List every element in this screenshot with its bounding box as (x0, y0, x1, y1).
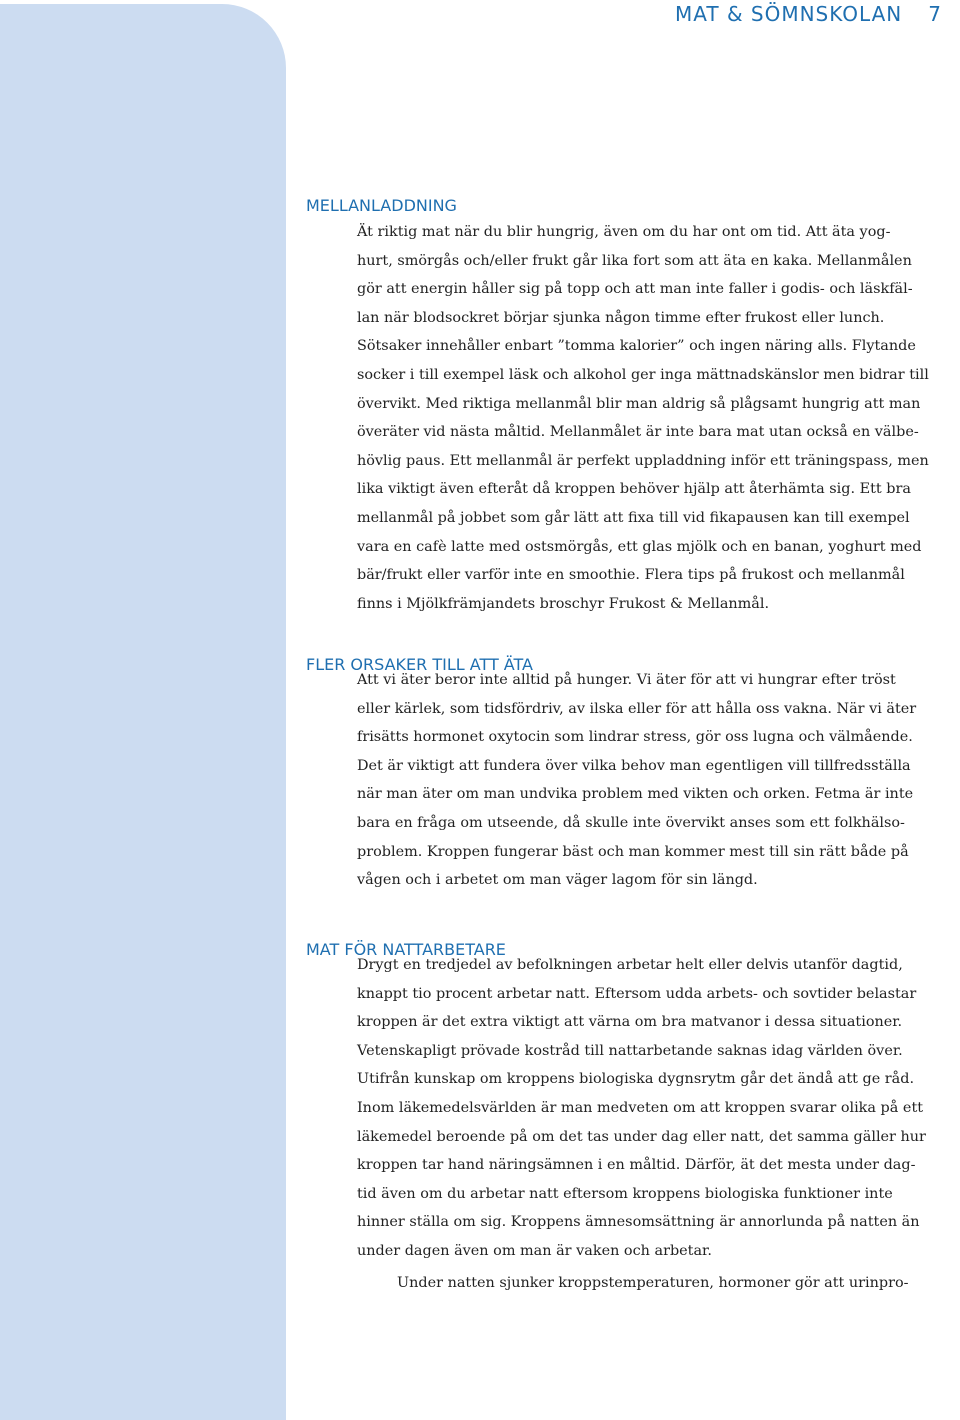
text-line: gör att energin håller sig på topp och att man inte faller i godis- och läskfäl- (357, 281, 913, 298)
text-line: frisätts hormonet oxytocin som lindrar stress, gör oss lugna och välmående. (357, 729, 913, 746)
section-heading: FLER ORSAKER TILL ATT ÄTA (306, 655, 533, 674)
text-line: vågen och i arbetet om man väger lagom för sin längd. (357, 872, 758, 889)
text-line: problem. Kroppen fungerar bäst och man kommer mest till sin rätt både på (357, 843, 909, 860)
page-number: 7 (928, 2, 942, 26)
text-line: Att vi äter beror inte alltid på hunger. Vi äter för att vi hungrar efter tröst (357, 672, 896, 688)
text-line: mellanmål på jobbet som går lätt att fixa till vid fikapausen kan till exempel (357, 510, 910, 526)
text-line: finns i Mjölkfrämjandets broschyr Frukost & Mellanmål. (357, 595, 770, 612)
text-line: eller kärlek, som tidsfördriv, av ilska eller för att hålla oss vakna. När vi äter (357, 700, 917, 717)
text-line: Vetenskapligt prövade kostråd till nattarbetande saknas idag världen över. (357, 1042, 903, 1059)
text-line: bär/frukt eller varför inte en smoothie. Flera tips på frukost och mellanmål (357, 567, 905, 584)
text-line: överäter vid nästa måltid. Mellanmålet är inte bara mat utan också en välbe- (357, 424, 919, 441)
section-heading: MAT FÖR NATTARBETARE (306, 940, 506, 959)
text-line: Utifrån kunskap om kroppens biologiska dygnsrytm går det ändå att ge råd. (357, 1071, 915, 1088)
text-line: vara en cafè latte med ostsmörgås, ett glas mjölk och en banan, yoghurt med (357, 538, 922, 555)
text-line: socker i till exempel läsk och alkohol ger inga mättnadskänslor men bidrar till (357, 367, 929, 383)
text-line: lika viktigt även efteråt då kroppen behöver hjälp att återhämta sig. Ett bra (357, 481, 911, 498)
text-line: när man äter om man undvika problem med vikten och orken. Fetma är inte (357, 786, 914, 803)
text-line: Ät riktig mat när du blir hungrig, även om du har ont om tid. Att äta yog- (357, 224, 891, 240)
text-line: kroppen tar hand näringsämnen i en måltid. Därför, ät det mesta under dag- (357, 1157, 916, 1174)
running-header-title: MAT & SÖMNSKOLAN (674, 2, 903, 26)
text-line: läkemedel beroende på om det tas under dag eller natt, det samma gäller hur (357, 1128, 926, 1145)
text-line: hinner ställa om sig. Kroppens ämnesomsättning är annorlunda på natten än (357, 1214, 920, 1231)
text-line: bara en fråga om utseende, då skulle inte övervikt anses som ett folkhälso- (357, 815, 905, 831)
text-line: kroppen är det extra viktigt att värna om bra matvanor i dessa situationer. (357, 1014, 903, 1031)
text-line: Sötsaker innehåller enbart ”tomma kalorier” och ingen näring alls. Flytande (357, 338, 916, 355)
text-line: knappt tio procent arbetar natt. Eftersom udda arbets- och sovtider belastar (357, 985, 917, 1002)
section-fler-orsaker (306, 655, 956, 910)
text-line: Drygt en tredjedel av befolkningen arbetar helt eller delvis utanför dagtid, (357, 957, 903, 973)
text-line: Det är viktigt att fundera över vilka behov man egentligen vill tillfredsställa (357, 757, 911, 774)
text-line: övervikt. Med riktiga mellanmål blir man aldrig så plågsamt hungrig att man (357, 395, 921, 412)
text-line: lan när blodsockret börjar sjunka någon timme efter frukost eller lunch. (357, 309, 885, 326)
running-header (675, 0, 942, 28)
side-band (0, 4, 286, 1420)
text-line: under dagen även om man är vaken och arbetar. (357, 1243, 712, 1259)
text-line: Inom läkemedelsvärlden är man medveten om att kroppen svarar olika på ett (357, 1100, 924, 1116)
section-mat-for-nattarbetare (306, 940, 956, 1340)
text-line: hurt, smörgås och/eller frukt går lika fort som att äta en kaka. Mellanmålen (357, 252, 912, 269)
text-line: Under natten sjunker kroppstemperaturen, hormoner gör att urinpro- (397, 1274, 909, 1291)
section-mellanladdning (306, 196, 956, 626)
text-line: hövlig paus. Ett mellanmål är perfekt uppladdning inför ett träningspass, men (357, 452, 929, 469)
section-heading: MELLANLADDNING (306, 196, 457, 215)
text-line: tid även om du arbetar natt eftersom kroppens biologiska funktioner inte (357, 1185, 893, 1202)
